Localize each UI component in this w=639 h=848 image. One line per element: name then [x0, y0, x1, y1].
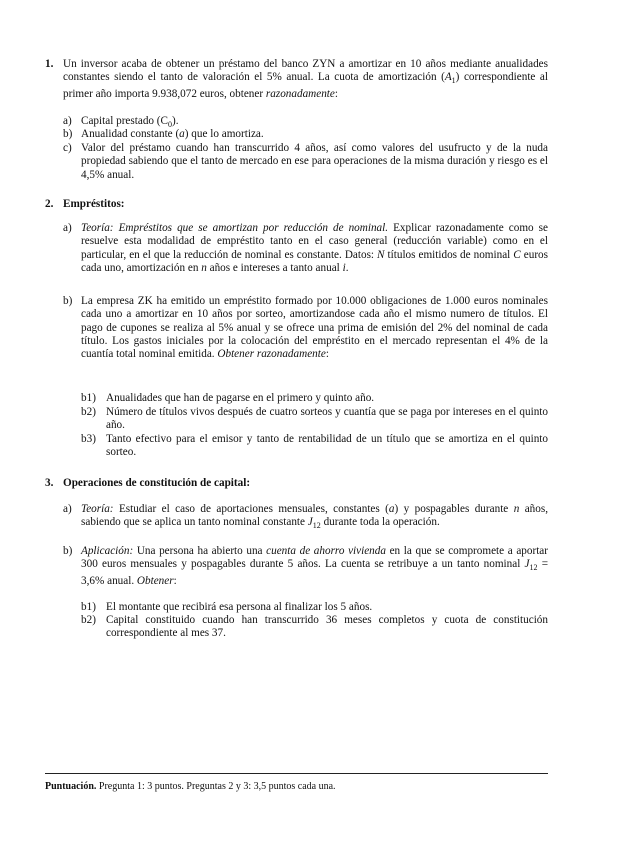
question-1-item-b: Anualidad constante (a) que lo amortiza. — [81, 128, 264, 140]
question-2-title: Empréstitos: — [63, 198, 125, 210]
footer-scoring: Puntuación. Pregunta 1: 3 puntos. Preguntas 2 y 3: 3,5 puntos cada una. — [45, 781, 336, 792]
question-2b1-label: b1) — [81, 392, 96, 404]
question-1-item-c-label: c) — [63, 142, 72, 154]
question-2b2-label: b2) — [81, 406, 96, 418]
question-3b1-text: El montante que recibirá esa persona al finalizar los 5 años. — [106, 601, 373, 613]
question-2-number: 2. — [45, 198, 54, 210]
question-3-title: Operaciones de constitución de capital: — [63, 477, 251, 489]
question-1-item-a: Capital prestado $(C_0)$. — [81, 115, 179, 130]
question-2a-text: Teoría: Empréstitos que se amortizan por reducción de nominal. Explicar razonadamente como se resuelve esta modalidad de empréstito tanto en el caso general (reducción variable) como en el particular, en el que la reducción de nominal es constante. Datos: N títulos emitidos de nominal C euros cada uno, amortización en n años e intereses a tanto anual i. — [81, 222, 548, 274]
question-1-item-c: Valor del préstamo cuando han transcurrido 4 años, así como valores del usufructo y de la nuda propiedad sabiendo que el tanto de mercado en ese para operaciones de la misma duración y riesgo es el 4,5% anual. — [81, 142, 548, 181]
question-2a-label: a) — [63, 222, 72, 234]
question-2b3-text: Tanto efectivo para el emisor y tanto de rentabilidad de un título que se amortiza en el quinto sorteo. — [106, 433, 548, 459]
question-1-item-b-label: b) — [63, 128, 73, 140]
question-2b-text: La empresa ZK ha emitido un empréstito formado por 10.000 obligaciones de 1.000 euros nominales cada uno a amortizar en 10 años por sorteo, amortizandose cada año el mismo numero de títulos. El pago de cupones se realiza al 5% anual y se ofrece una prima de emisión del 2% del nominal de cada título. Los gastos iniciales por la colocación del empréstito en el mercado representan el 4% de la cuantía total nominal emitida. Obtener razonadamente: — [81, 295, 548, 361]
question-3a-text: Teoría: Estudiar el caso de aportaciones mensuales, constantes (a) y pospagables durante n años, sabiendo que se aplica un tanto nominal constante $J_{12}$ durante toda la operación. — [81, 503, 548, 531]
question-2b1-text: Anualidades que han de pagarse en el primero y quinto año. — [106, 392, 375, 404]
question-3b1-label: b1) — [81, 601, 96, 613]
question-2b2-text: Número de títulos vivos después de cuatro sorteos y cuantía que se paga por intereses en el quinto año. — [106, 406, 548, 432]
question-3b-text: Aplicación: Una persona ha abierto una cuenta de ahorro vivienda en la que se compromete a aportar 300 euros mensuales y pospagables durante 5 años. La cuenta se retribuye a un tanto nominal $J_{12} = 3,6\%$ anual. Obtener: — [81, 545, 548, 587]
question-1-number: 1. — [45, 58, 54, 70]
question-2b-label: b) — [63, 295, 73, 307]
footer-divider — [45, 773, 548, 774]
question-3b-label: b) — [63, 545, 73, 557]
question-2b3-label: b3) — [81, 433, 96, 445]
question-3b2-label: b2) — [81, 614, 96, 626]
question-1-item-a-label: a) — [63, 115, 72, 127]
question-3b2-text: Capital constituido cuando han transcurrido 36 meses completos y cuota de constitución correspondiente al mes 37. — [106, 614, 548, 640]
question-3-number: 3. — [45, 477, 54, 489]
question-1-stem: Un inversor acaba de obtener un préstamo del banco ZYN a amortizar en 10 años mediante anualidades constantes siendo el tanto de valoración el 5% anual. La cuota de amortización $(A_1)$ correspondiente al primer año importa 9.938,072 euros, obtener razonadamente: — [63, 58, 549, 100]
question-3a-label: a) — [63, 503, 72, 515]
